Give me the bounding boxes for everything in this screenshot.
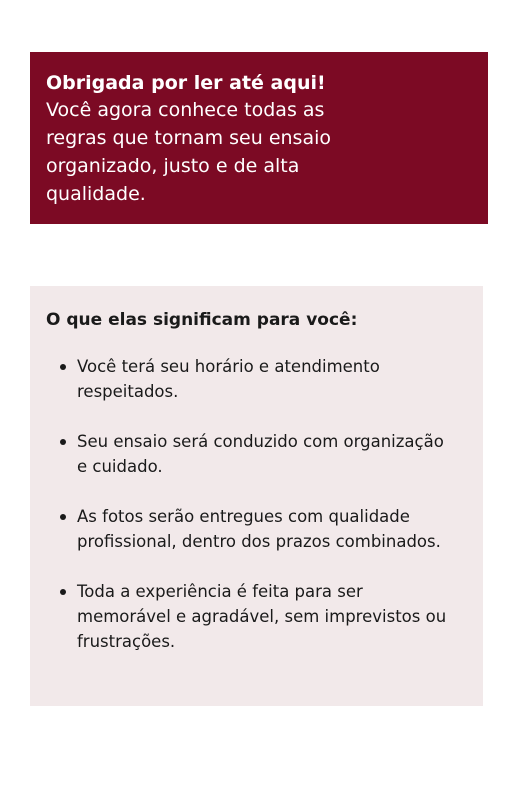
thanks-body: Você agora conhece todas as regras que tornam seu ensaio organizado, justo e de alta qualidade. <box>46 99 331 205</box>
list-item-text: Você terá seu horário e atendimento respeitados. <box>77 357 380 401</box>
thanks-title: Obrigada por ler até aqui! <box>46 72 326 94</box>
bullet-icon <box>60 589 66 595</box>
thanks-banner <box>30 52 488 224</box>
bullet-icon <box>60 364 66 370</box>
list-item-text: Seu ensaio será conduzido com organização e cuidado. <box>77 432 444 476</box>
list-item-text: Toda a experiência é feita para ser memorável e agradável, sem imprevistos ou frustrações. <box>77 582 447 651</box>
meaning-title: O que elas significam para você: <box>46 310 358 330</box>
list-item <box>46 504 457 554</box>
meaning-panel <box>30 286 483 706</box>
bullet-icon <box>60 439 66 445</box>
meaning-list <box>46 354 467 654</box>
list-item <box>46 429 457 479</box>
list-item <box>46 579 457 654</box>
bullet-icon <box>60 514 66 520</box>
list-item <box>46 354 457 404</box>
list-item-text: As fotos serão entregues com qualidade profissional, dentro dos prazos combinados. <box>77 507 441 551</box>
